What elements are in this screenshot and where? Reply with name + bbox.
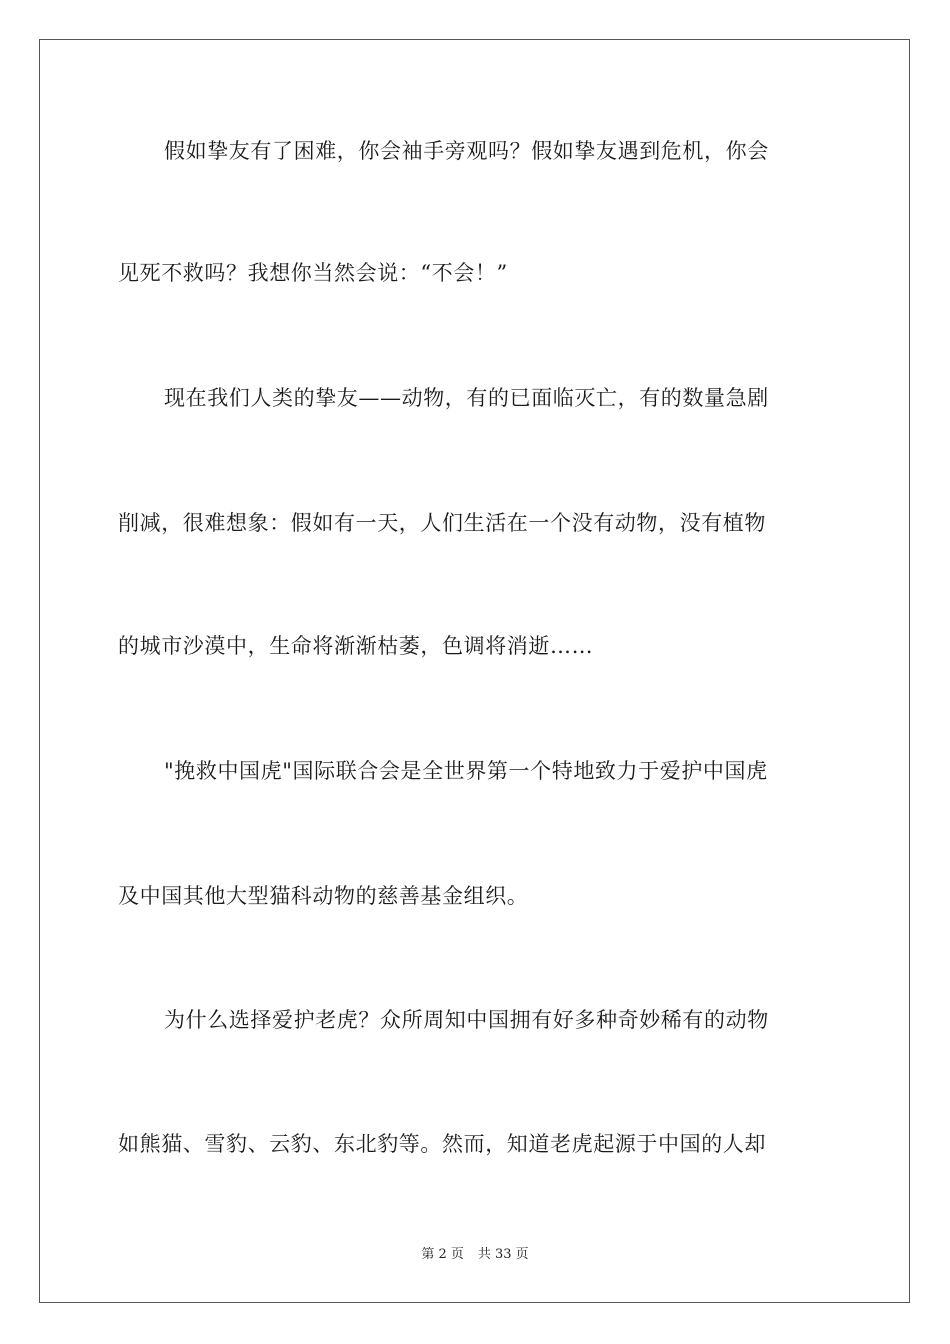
paragraph-1-line-2: 见死不救吗？我想你当然会说：“不会！” <box>118 261 508 285</box>
paragraph-4-line-2: 如熊猫、雪豹、云豹、东北豹等。然而，知道老虎起源于中国的人却 <box>118 1132 766 1156</box>
paragraph-3-line-2: 及中国其他大型猫科动物的慈善基金组织。 <box>118 884 529 908</box>
paragraph-3-line-1: "挽救中国虎"国际联合会是全世界第一个特地致力于爱护中国虎 <box>164 759 768 783</box>
paragraph-4-line-1: 为什么选择爱护老虎？众所周知中国拥有好多种奇妙稀有的动物 <box>164 1008 769 1032</box>
page-number: 第 2 页 <box>421 1247 464 1262</box>
page-footer <box>0 1246 950 1264</box>
total-pages: 共 33 页 <box>477 1247 529 1262</box>
page-border <box>39 39 910 1303</box>
paragraph-1-line-1: 假如挚友有了困难，你会袖手旁观吗？假如挚友遇到危机，你会 <box>164 139 769 163</box>
paragraph-2-line-3: 的城市沙漠中，生命将渐渐枯萎，色调将消逝…… <box>118 634 594 658</box>
paragraph-2-line-2: 削减，很难想象：假如有一天，人们生活在一个没有动物，没有植物 <box>118 511 766 535</box>
paragraph-2-line-1: 现在我们人类的挚友——动物，有的已面临灭亡，有的数量急剧 <box>164 386 769 410</box>
